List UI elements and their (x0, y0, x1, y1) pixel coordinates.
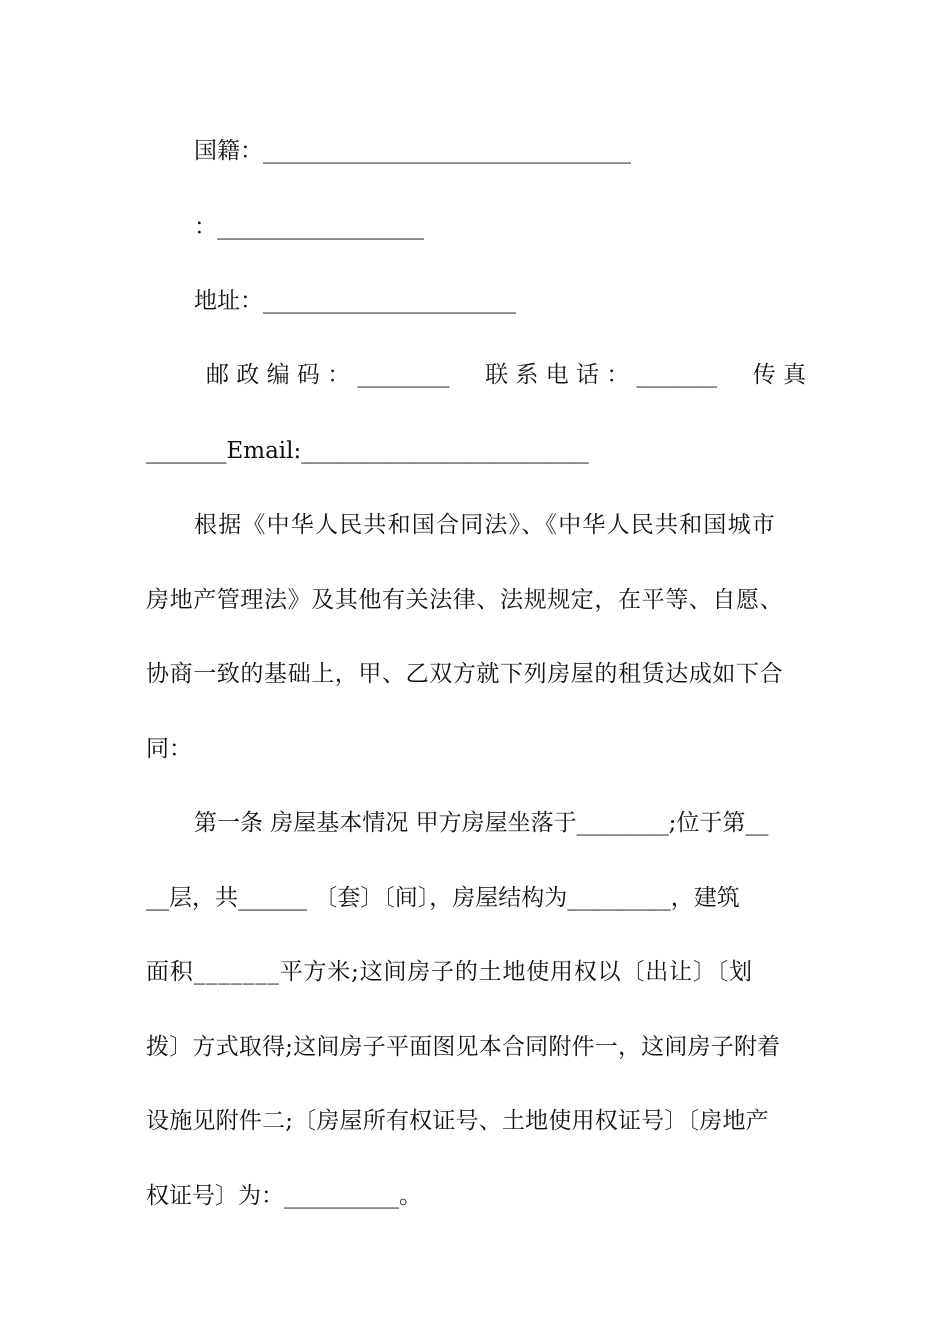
postal-code-text: 邮 政 编 码 ： ________ (206, 362, 450, 388)
paragraph-line-1: 根据《中华人民共和国合同法》、《中华人民共和国城市 (194, 512, 776, 538)
article-1-line-1: 第一条 房屋基本情况 甲方房屋坐落于________;位于第__ (194, 810, 769, 836)
postal-phone-fax-line (206, 360, 806, 390)
paragraph-line-4: 同： (146, 736, 192, 762)
article-1-line-3: 面积_______平方米;这间房子的土地使用权以〔出让〕〔划 (146, 959, 753, 985)
paragraph-line-3: 协商一致的基础上，甲、乙双方就下列房屋的租赁达成如下合 (146, 661, 784, 687)
phone-text: 联 系 电 话 ： _______ (485, 362, 718, 388)
address-line: 地址：______________________ (194, 288, 516, 314)
paragraph-line-2: 房地产管理法》及其他有关法律、法规规定，在平等、自愿、 (146, 587, 784, 613)
blank-label-line: ：__________________ (194, 214, 424, 240)
fax-text: 传 真 (752, 362, 806, 388)
article-1-line-5: 设施见附件二;〔房屋所有权证号、土地使用权证号〕〔房地产 (146, 1108, 769, 1134)
article-1-line-6: 权证号〕为：__________。 (146, 1183, 422, 1209)
email-line: _______Email:_________________________ (146, 438, 589, 464)
article-1-line-4: 拨〕方式取得;这间房子平面图见本合同附件一，这间房子附着 (146, 1034, 781, 1060)
article-1-line-2: __层，共______ 〔套〕〔间〕，房屋结构为_________，建筑 (146, 885, 740, 911)
nationality-line: 国籍：________________________________ (194, 138, 631, 164)
